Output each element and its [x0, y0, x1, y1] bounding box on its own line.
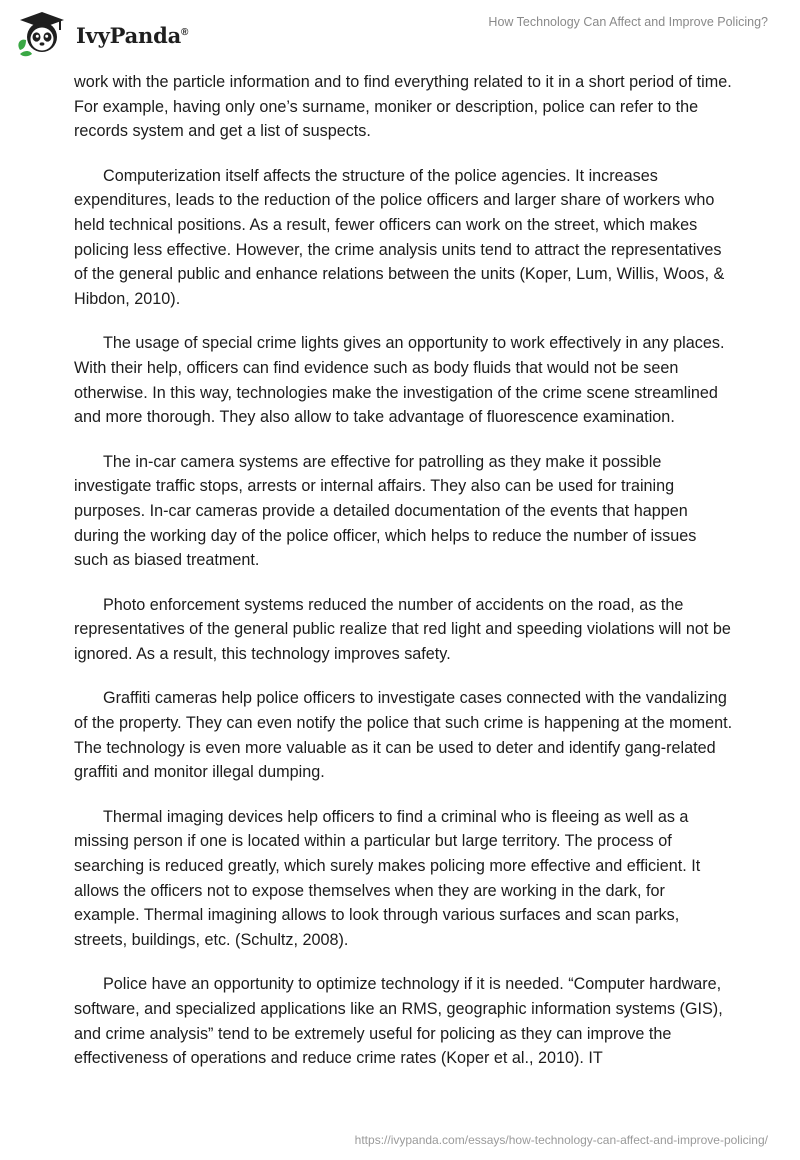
paragraph: Computerization itself affects the structure of the police agencies. It increases expenditures, leads to the reduction of the police officers and larger share of workers who held technical positions. As a result, fewer officers can work on the street, which makes policing less effective. However, the crime analysis units tend to attract the representatives of the general public and enhance relations between the units (Koper, Lum, Willis, Woos, & Hibdon, 2010). — [74, 166, 725, 308]
essay-body — [74, 70, 734, 1091]
paragraph: The in-car camera systems are effective for patrolling as they make it possible investigate traffic stops, arrests or internal affairs. They also can be used for training purposes. In-car cameras provide a detailed documentation of the events that happen during the working day of the police officer, which helps to reduce the number of issues such as biased treatment. — [74, 452, 697, 570]
brand-name: IvyPanda® — [76, 22, 189, 48]
source-url[interactable]: https://ivypanda.com/essays/how-technology-can-affect-and-improve-policing/ — [354, 1133, 768, 1147]
paragraph: Police have an opportunity to optimize technology if it is needed. “Computer hardware, software, and specialized applications like an RMS, geographic information systems (GIS), and crime analysis” tend to be extremely useful for policing as they can improve the effectiveness of operations and reduce crime rates (Koper et al., 2010). IT — [74, 975, 723, 1068]
paragraph: Thermal imaging devices help officers to find a criminal who is fleeing as well as a missing person if one is located within a particular but large territory. The process of searching is reduced greatly, which surely makes policing more effective and efficient. It allows the officers not to expose themselves when they are working in the dark, for example. Thermal imagining allows to look through various surfaces and scan parks, streets, buildings, etc. (Schultz, 2008). — [74, 807, 701, 949]
paragraph: Photo enforcement systems reduced the number of accidents on the road, as the representatives of the general public realize that red light and speeding violations will not be ignored. As a result, this technology improves safety. — [74, 595, 731, 663]
logo[interactable] — [14, 10, 188, 58]
paragraph: The usage of special crime lights gives an opportunity to work effectively in any places. With their help, officers can find evidence such as body fluids that would not be seen otherwise. In this way, technologies make the investigation of the crime scene streamlined and more thorough. They also allow to take advantage of fluorescence examination. — [74, 334, 725, 427]
panda-logo-icon — [14, 10, 70, 58]
page-header — [0, 0, 800, 70]
paragraph: Graffiti cameras help police officers to investigate cases connected with the vandalizing of the property. They can even notify the police that such crime is happening at the moment. The technology is even more valuable as it can be used to deter and identify gang-related graffiti and monitor illegal dumping. — [74, 689, 733, 782]
paragraph: work with the particle information and to find everything related to it in a short period of time. For example, having only one’s surname, moniker or description, police can refer to the records system and get a list of suspects. — [74, 73, 732, 141]
document-title: How Technology Can Affect and Improve Policing? — [488, 15, 768, 29]
